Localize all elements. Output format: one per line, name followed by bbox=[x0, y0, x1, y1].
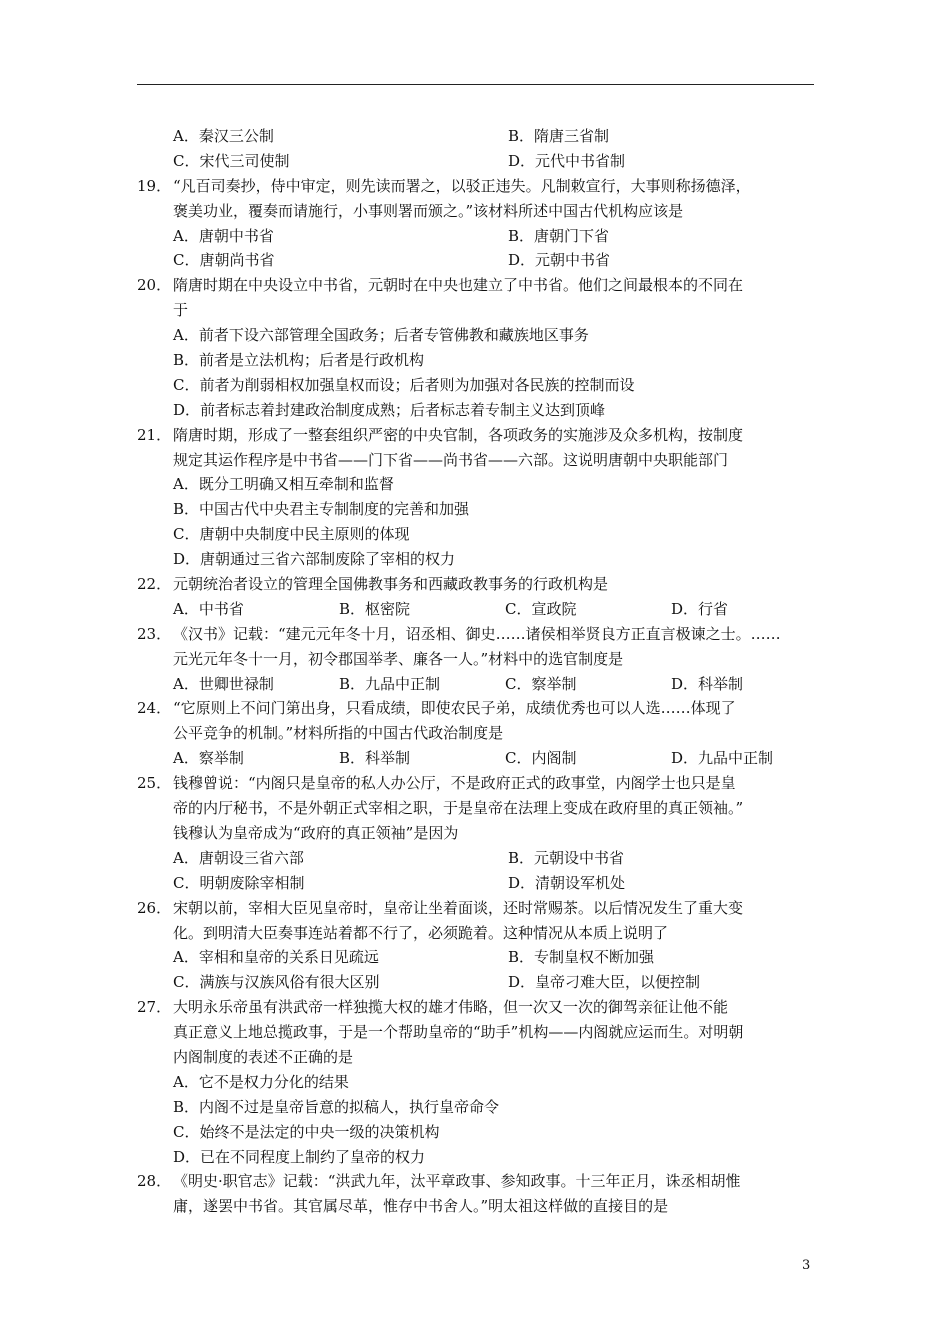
page-number: 3 bbox=[802, 1258, 811, 1273]
q22-option-d: D．行省 bbox=[671, 599, 729, 618]
q26-option-d: D．皇帝刁难大臣，以便控制 bbox=[508, 973, 701, 992]
q28-line1 bbox=[137, 1169, 817, 1194]
q21-text: 规定其运作程序是中书省——门下省——尚书省——六部。这说明唐朝中央职能部门 bbox=[173, 450, 729, 469]
q23-line1 bbox=[137, 622, 817, 647]
q20-line1 bbox=[137, 273, 817, 298]
q20-option-b: B．前者是立法机构；后者是行政机构 bbox=[173, 351, 425, 370]
q24-option-b: B．科举制 bbox=[339, 749, 411, 768]
q28-line2 bbox=[137, 1194, 817, 1219]
q24-option-c: C．内阁制 bbox=[505, 749, 577, 768]
q19-text: “凡百司奏抄，侍中审定，则先读而署之，以驳正违失。凡制敕宣行，大事则称扬德泽， bbox=[173, 176, 751, 195]
q25-option-c: C．明朝废除宰相制 bbox=[173, 873, 305, 892]
q23-option-c: C．察举制 bbox=[505, 674, 577, 693]
q20-option-d: D．前者标志着封建政治制度成熟；后者标志着专制主义达到顶峰 bbox=[173, 400, 606, 419]
q18-option-c: C．宋代三司使制 bbox=[173, 151, 290, 170]
q21-line2 bbox=[137, 448, 817, 473]
q21-option-b: B．中国古代中央君主专制制度的完善和加强 bbox=[173, 500, 470, 519]
q25-text: 钱穆曾说：“内阁只是皇帝的私人办公厅，不是政府正式的政事堂，内阁学士也只是皇 bbox=[173, 774, 736, 793]
q27-line1 bbox=[137, 995, 817, 1020]
q19-options-row1 bbox=[137, 224, 817, 249]
q26-option-c: C．满族与汉族风俗有很大区别 bbox=[173, 973, 380, 992]
q21-option-a: A．既分工明确又相互牵制和监督 bbox=[173, 475, 394, 494]
q26-options-row2 bbox=[137, 970, 817, 995]
q23-text: 元光元年冬十一月，初令郡国举孝、廉各一人。”材料中的选官制度是 bbox=[173, 649, 624, 668]
q25-option-b: B．元朝设中书省 bbox=[508, 848, 625, 867]
q27-text: 真正意义上地总揽政事，于是一个帮助皇帝的“助手”机构——内阁就应运而生。对明朝 bbox=[173, 1023, 744, 1042]
q27-number: 27． bbox=[137, 998, 172, 1017]
q22-line1 bbox=[137, 572, 817, 597]
q23-line2 bbox=[137, 647, 817, 672]
q27-text: 内阁制度的表述不正确的是 bbox=[173, 1047, 354, 1066]
q23-options-row bbox=[137, 672, 817, 697]
header-rule bbox=[137, 84, 814, 85]
q25-number: 25． bbox=[137, 774, 172, 793]
q27-line2 bbox=[137, 1020, 817, 1045]
q20-line2 bbox=[137, 298, 817, 323]
q27-option-d: D．已在不同程度上制约了皇帝的权力 bbox=[173, 1147, 426, 1166]
q24-option-d: D．九品中正制 bbox=[671, 749, 774, 768]
q26-text: 宋朝以前，宰相大臣见皇帝时，皇帝让坐着面谈，还时常赐茶。以后情况发生了重大变 bbox=[173, 898, 744, 917]
q21-option-c: C．唐朝中央制度中民主原则的体现 bbox=[173, 525, 410, 544]
q25-option-d: D．清朝设军机处 bbox=[508, 873, 626, 892]
q22-option-b: B．枢密院 bbox=[339, 599, 411, 618]
q18-options-row2 bbox=[137, 149, 817, 174]
q26-options-row1 bbox=[137, 945, 817, 970]
q23-option-a: A．世卿世禄制 bbox=[173, 674, 274, 693]
q27-line3 bbox=[137, 1045, 817, 1070]
q20-option-c: C．前者为削弱相权加强皇权而设；后者则为加强对各民族的控制而设 bbox=[173, 375, 635, 394]
q26-option-b: B．专制皇权不断加强 bbox=[508, 948, 655, 967]
q21-option-d: D．唐朝通过三省六部制废除了宰相的权力 bbox=[173, 550, 456, 569]
q28-number: 28． bbox=[137, 1172, 172, 1191]
q19-option-d: D．元朝中书省 bbox=[508, 251, 611, 270]
q27-text: 大明永乐帝虽有洪武帝一样独揽大权的雄才伟略，但一次又一次的御驾亲征让他不能 bbox=[173, 998, 729, 1017]
q25-options-row2 bbox=[137, 871, 817, 896]
q24-option-a: A．察举制 bbox=[173, 749, 244, 768]
q25-option-a: A．唐朝设三省六部 bbox=[173, 848, 304, 867]
q20-number: 20． bbox=[137, 276, 172, 295]
q20-text: 于 bbox=[173, 301, 189, 320]
q22-options-row bbox=[137, 597, 817, 622]
q19-line2 bbox=[137, 199, 817, 224]
q26-text: 化。到明清大臣奏事连站着都不行了，必须跪着。这种情况从本质上说明了 bbox=[173, 923, 669, 942]
q24-line2 bbox=[137, 721, 817, 746]
q19-option-c: C．唐朝尚书省 bbox=[173, 251, 275, 270]
q24-line1 bbox=[137, 696, 817, 721]
q26-line2 bbox=[137, 921, 817, 946]
q18-options-row1 bbox=[137, 124, 817, 149]
q19-option-b: B．唐朝门下省 bbox=[508, 226, 610, 245]
q27-option-b: B．内阁不过是皇帝旨意的拟稿人，执行皇帝命令 bbox=[173, 1097, 500, 1116]
q22-option-a: A．中书省 bbox=[173, 599, 244, 618]
q22-number: 22． bbox=[137, 575, 172, 594]
q20-text: 隋唐时期在中央设立中书省，元朝时在中央也建立了中书省。他们之间最根本的不同在 bbox=[173, 276, 744, 295]
q25-line3 bbox=[137, 821, 817, 846]
q24-options-row bbox=[137, 746, 817, 771]
q21-line1 bbox=[137, 423, 817, 448]
q21-text: 隋唐时期，形成了一整套组织严密的中央官制，各项政务的实施涉及众多机构，按制度 bbox=[173, 425, 744, 444]
q23-option-b: B．九品中正制 bbox=[339, 674, 441, 693]
q25-options-row1 bbox=[137, 846, 817, 871]
q18-option-a: A．秦汉三公制 bbox=[173, 127, 274, 145]
q27-option-c: C．始终不是法定的中央一级的决策机构 bbox=[173, 1122, 440, 1141]
q23-option-d: D．科举制 bbox=[671, 674, 744, 693]
q23-text: 《汉书》记载：“建元元年冬十月，诏丞相、御史……诸侯相举贤良方正直言极谏之士。…… bbox=[173, 624, 781, 643]
q28-text: 庸，遂罢中书省。其官属尽革，惟存中书舍人。”明太祖这样做的直接目的是 bbox=[173, 1197, 669, 1216]
q19-line1 bbox=[137, 174, 817, 199]
q19-options-row2 bbox=[137, 248, 817, 273]
q27-option-a: A．它不是权力分化的结果 bbox=[173, 1072, 349, 1091]
q19-number: 19． bbox=[137, 176, 172, 195]
q26-option-a: A．宰相和皇帝的关系日见疏远 bbox=[173, 948, 379, 967]
q25-text: 钱穆认为皇帝成为“政府的真正领袖”是因为 bbox=[173, 823, 459, 842]
q22-option-c: C．宣政院 bbox=[505, 599, 577, 618]
q24-number: 24． bbox=[137, 699, 172, 718]
q18-option-d: D．元代中书省制 bbox=[508, 151, 626, 170]
q22-text: 元朝统治者设立的管理全国佛教事务和西藏政教事务的行政机构是 bbox=[173, 575, 609, 594]
q19-option-a: A．唐朝中书省 bbox=[173, 226, 274, 245]
q25-text: 帝的内厅秘书，不是外朝正式宰相之职，于是皇帝在法理上变成在政府里的真正领袖。” bbox=[173, 799, 744, 818]
q28-text: 《明史·职官志》记载：“洪武九年，汰平章政事、参知政事。十三年正月，诛丞相胡惟 bbox=[173, 1172, 741, 1191]
q23-number: 23． bbox=[137, 624, 172, 643]
q24-text: “它原则上不问门第出身，只看成绩，即使农民子弟，成绩优秀也可以人选……体现了 bbox=[173, 699, 736, 718]
q24-text: 公平竞争的机制。”材料所指的中国古代政治制度是 bbox=[173, 724, 504, 743]
q26-line1 bbox=[137, 896, 817, 921]
exam-page bbox=[137, 124, 817, 1219]
q25-line1 bbox=[137, 771, 817, 796]
q26-number: 26． bbox=[137, 898, 172, 917]
q25-line2 bbox=[137, 796, 817, 821]
q20-option-a: A．前者下设六部管理全国政务；后者专管佛教和藏族地区事务 bbox=[173, 326, 589, 345]
q19-text: 褒美功业，覆奏而请施行，小事则署而颁之。”该材料所述中国古代机构应该是 bbox=[173, 201, 684, 220]
q18-option-b: B．隋唐三省制 bbox=[508, 127, 610, 145]
q21-number: 21． bbox=[137, 425, 172, 444]
